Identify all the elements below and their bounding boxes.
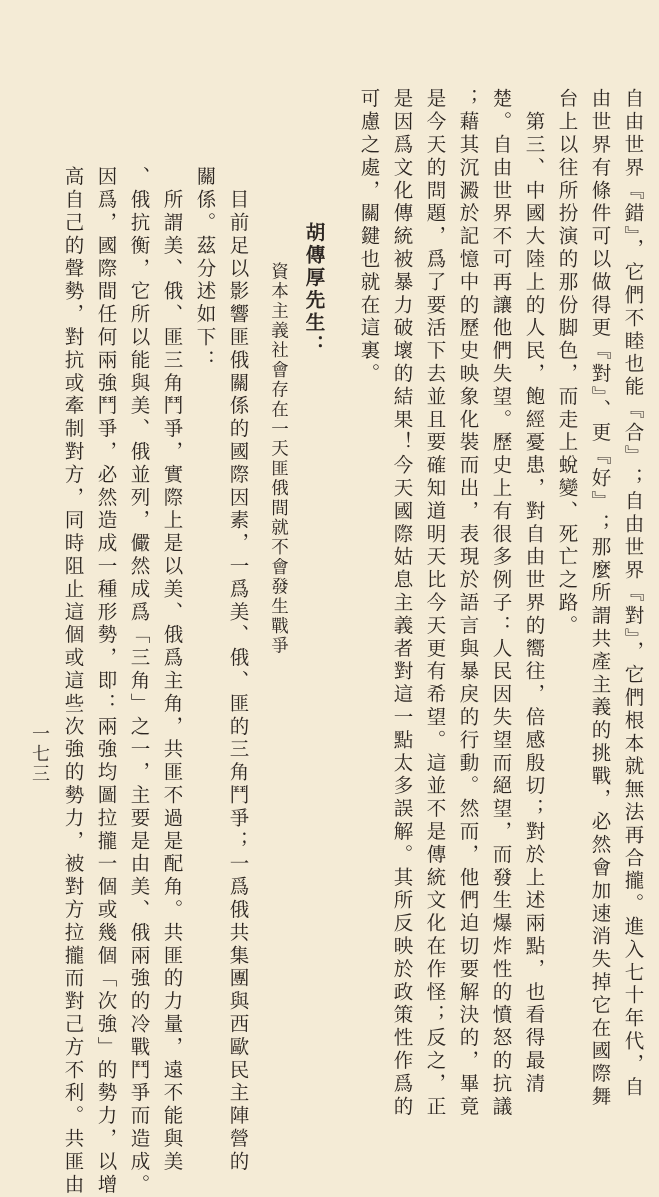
text-line: 可慮之處，關鍵也就在這裏。	[357, 88, 381, 386]
speaker-heading: 胡傳厚先生：	[302, 222, 326, 357]
text-line: 目前足以影響匪俄關係的國際因素，一爲美、俄、匪的三角鬥爭；一爲俄共集團與西歐民主陣營的	[226, 166, 250, 1174]
page-number: 一七三	[29, 724, 50, 784]
text-line: 是今天的問題，爲了要活下去並且要確知道明天比今天更有希望。這並不是傳統文化在作怪；反之，正	[423, 88, 447, 1119]
text-line: ；藉其沉澱於記憶中的歷史映象化裝而出，表現於語言與暴戾的行動。然而，他們迫切要解決的，畢竟	[456, 88, 480, 1119]
speech-subtitle: 資本主義社會存在一天匪俄間就不會發生戰爭	[268, 262, 289, 656]
text-line: 第三、中國大陸上的人民，飽經憂患，對自由世界的嚮往，倍感殷切；對於上述兩點，也看得最清	[522, 88, 546, 1096]
text-line: 、俄抗衡，它所以能與美、俄並列，儼然成爲「三角」之一，主要是由美、俄兩強的冷戰鬥爭而造成。	[127, 166, 151, 1197]
text-line: 自由世界『錯』，它們不睦也能『合』；自由世界『對』，它們根本就無法再合攏。進入七十年代，自	[621, 88, 645, 1099]
text-line: 由世界有條件可以做得更『對』、更『好』；那麼所謂共產主義的挑戰，必然會加速消失掉它在國際舞	[588, 88, 612, 1109]
text-line: 關係。茲分述如下：	[193, 166, 217, 373]
text-line: 楚。自由世界不可再讓他們失望。歷史上有很多例子：人民因失望而絕望，而發生爆炸性的憤怒的抗議	[489, 88, 513, 1119]
text-line: 高自己的聲勢，對抗或牽制對方，同時阻止這個或這些次強的勢力，被對方拉攏而對己方不利。共匪由	[61, 166, 85, 1197]
text-line: 台上以往所扮演的那份脚色，而走上蛻變、死亡之路。	[555, 88, 579, 638]
text-line: 因爲，國際間任何兩強鬥爭，必然造成一種形勢，即：兩強均圖拉攏一個或幾個「次強」的勢力，以增	[94, 166, 118, 1197]
text-line: 是因爲文化傳統被暴力破壞的結果！今天國際姑息主義者對這一點太多誤解。其所反映於政策性作爲的	[390, 88, 414, 1119]
text-line: 所謂美、俄、匪三角鬥爭，實際上是以美、俄爲主角，共匪不過是配角。共匪的力量，遠不能與美	[160, 166, 184, 1174]
